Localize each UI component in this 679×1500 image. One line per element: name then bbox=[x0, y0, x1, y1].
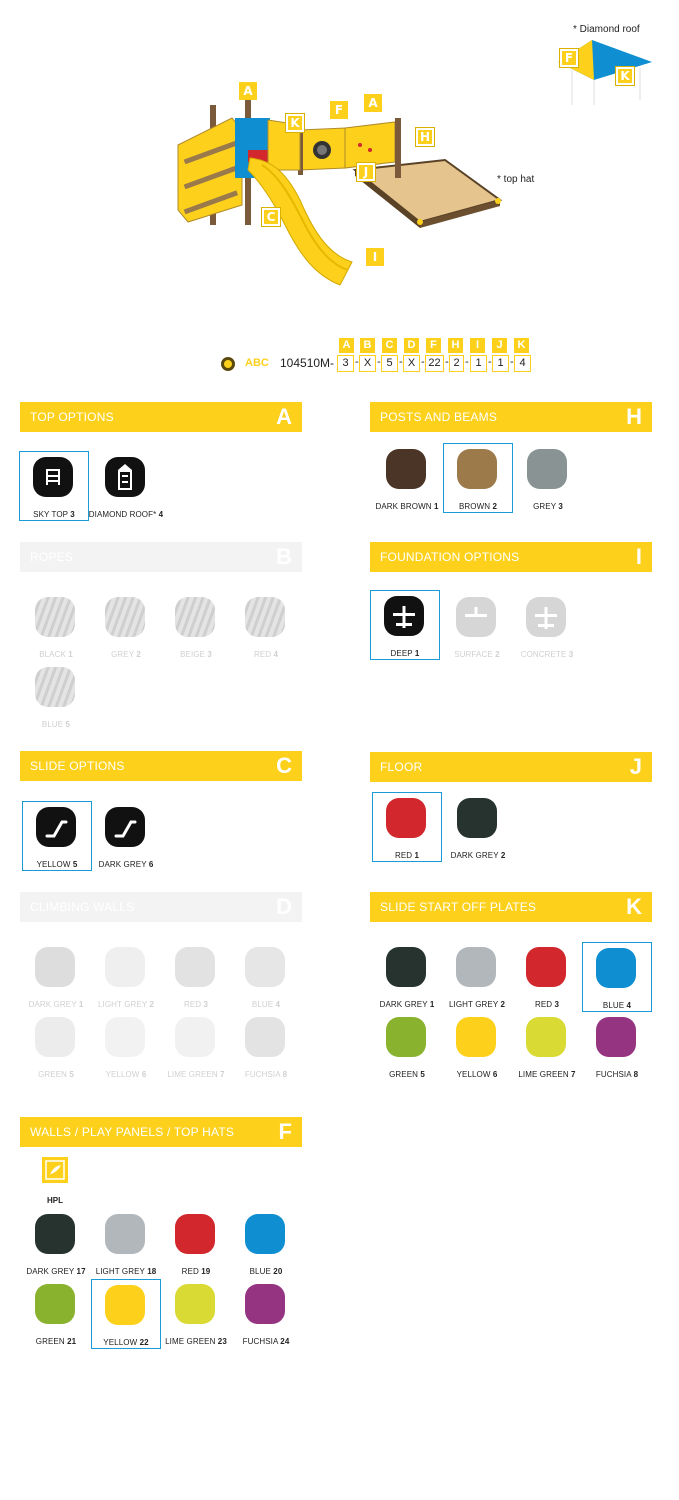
option-label: DARK GREY 17 bbox=[26, 1267, 86, 1276]
option-label: BLACK 1 bbox=[39, 650, 73, 659]
tag-j: J bbox=[357, 163, 375, 181]
option-label: YELLOW 5 bbox=[36, 860, 78, 869]
color-swatch bbox=[386, 449, 426, 489]
code-letter-d: D bbox=[404, 338, 419, 353]
option-label: FUCHSIA 8 bbox=[595, 1070, 639, 1079]
option-label: BROWN 2 bbox=[458, 502, 498, 511]
code-value-b: X bbox=[359, 355, 376, 372]
color-swatch bbox=[175, 1214, 215, 1254]
product-code-base: 104510M- bbox=[280, 356, 335, 370]
option-label: YELLOW 22 bbox=[103, 1338, 149, 1347]
tag-f: F bbox=[330, 101, 348, 119]
color-swatch bbox=[175, 1284, 215, 1324]
section-title: FOUNDATION OPTIONS bbox=[380, 550, 520, 564]
option-sky-top[interactable] bbox=[19, 451, 89, 521]
tag-c: C bbox=[262, 208, 280, 226]
option-label: DARK GREY 1 bbox=[28, 1000, 84, 1009]
deep-foundation-icon bbox=[384, 596, 424, 636]
option-label: GREY 3 bbox=[533, 502, 563, 511]
color-swatch bbox=[105, 947, 145, 987]
tag-h: H bbox=[416, 128, 434, 146]
sky-top-icon bbox=[33, 457, 73, 497]
section-letter: J bbox=[629, 754, 642, 779]
color-swatch bbox=[386, 1017, 426, 1057]
color-swatch bbox=[175, 1017, 215, 1057]
code-letter-b: B bbox=[360, 338, 375, 353]
code-letter-k: K bbox=[514, 338, 529, 353]
code-value-d: X bbox=[403, 355, 420, 372]
code-value-i: 1 bbox=[470, 355, 487, 372]
option-climbing-blue bbox=[231, 941, 301, 1011]
option-foundation-concrete bbox=[512, 591, 582, 661]
section-letter: A bbox=[276, 404, 292, 429]
option-label: CONCRETE 3 bbox=[520, 650, 574, 659]
color-swatch bbox=[456, 947, 496, 987]
code-letter-c: C bbox=[382, 338, 397, 353]
tag-f-roof: F bbox=[560, 49, 578, 67]
tag-a-2: A bbox=[364, 94, 382, 112]
code-value-c: 5 bbox=[381, 355, 398, 372]
option-label: RED 4 bbox=[253, 650, 279, 659]
color-swatch bbox=[35, 1284, 75, 1324]
option-label: LIME GREEN 23 bbox=[165, 1337, 227, 1346]
code-value-a: 3 bbox=[337, 355, 354, 372]
option-label: DARK BROWN 1 bbox=[375, 502, 439, 511]
code-letter-i: I bbox=[470, 338, 485, 353]
option-label: LIME GREEN 7 bbox=[167, 1070, 225, 1079]
color-swatch bbox=[596, 948, 636, 988]
code-value-k: 4 bbox=[514, 355, 531, 372]
rope-swatch bbox=[245, 597, 285, 637]
diamond-roof-icon bbox=[105, 457, 145, 497]
section-climbing-walls bbox=[20, 892, 302, 922]
section-title: SLIDE OPTIONS bbox=[30, 759, 125, 773]
section-letter: K bbox=[626, 894, 642, 919]
section-ropes bbox=[20, 542, 302, 572]
color-swatch bbox=[457, 798, 497, 838]
section-title: SLIDE START OFF PLATES bbox=[380, 900, 537, 914]
option-label: LIGHT GREY 2 bbox=[97, 1000, 155, 1009]
section-title: ROPES bbox=[30, 550, 74, 564]
color-swatch bbox=[35, 1214, 75, 1254]
section-title: POSTS AND BEAMS bbox=[380, 410, 498, 424]
option-label: DARK GREY 2 bbox=[450, 851, 506, 860]
section-posts-beams bbox=[370, 402, 652, 432]
section-title: FLOOR bbox=[380, 760, 423, 774]
code-letter-h: H bbox=[448, 338, 463, 353]
option-diamond-roof[interactable] bbox=[88, 451, 164, 521]
hpl-icon bbox=[42, 1157, 68, 1183]
option-label: YELLOW 6 bbox=[456, 1070, 498, 1079]
option-label: GREEN 5 bbox=[38, 1070, 74, 1079]
section-title: WALLS / PLAY PANELS / TOP HATS bbox=[30, 1125, 235, 1139]
rope-swatch bbox=[35, 597, 75, 637]
option-plate-fuchsia[interactable] bbox=[582, 1011, 652, 1081]
section-letter: D bbox=[276, 894, 292, 919]
color-swatch bbox=[457, 449, 497, 489]
color-swatch bbox=[105, 1017, 145, 1057]
diamond-roof-note: * Diamond roof bbox=[573, 24, 640, 35]
option-floor-red[interactable] bbox=[372, 792, 442, 862]
section-title: TOP OPTIONS bbox=[30, 410, 114, 424]
rope-swatch bbox=[35, 667, 75, 707]
option-label: RED 19 bbox=[181, 1267, 211, 1276]
option-posts-dark-brown[interactable] bbox=[372, 443, 442, 513]
brand-name: ABC bbox=[245, 357, 269, 369]
option-posts-grey[interactable] bbox=[513, 443, 583, 513]
option-label: GREEN 21 bbox=[35, 1337, 77, 1346]
concrete-foundation-icon bbox=[526, 597, 566, 637]
option-label: SKY TOP 3 bbox=[33, 510, 75, 519]
code-value-f: 22 bbox=[425, 355, 444, 372]
rope-swatch bbox=[105, 597, 145, 637]
option-plate-blue[interactable] bbox=[582, 942, 652, 1012]
color-swatch bbox=[527, 449, 567, 489]
slide-icon bbox=[105, 807, 145, 847]
section-letter: I bbox=[635, 544, 642, 569]
color-swatch bbox=[386, 947, 426, 987]
color-swatch bbox=[35, 1017, 75, 1057]
color-swatch bbox=[245, 1284, 285, 1324]
option-label: GREEN 5 bbox=[389, 1070, 425, 1079]
section-title: CLIMBING WALLS bbox=[30, 900, 135, 914]
rope-swatch bbox=[175, 597, 215, 637]
tag-k: K bbox=[286, 114, 304, 132]
color-swatch bbox=[596, 1017, 636, 1057]
option-label: FUCHSIA 24 bbox=[242, 1337, 290, 1346]
color-swatch bbox=[105, 1214, 145, 1254]
option-label: DIAMOND ROOF* 4 bbox=[88, 510, 164, 519]
section-top-options bbox=[20, 402, 302, 432]
option-rope-blue bbox=[21, 661, 91, 731]
option-wall-fuchsia[interactable] bbox=[231, 1278, 301, 1348]
option-label: FUCHSIA 8 bbox=[244, 1070, 288, 1079]
option-label: LIGHT GREY 18 bbox=[95, 1267, 157, 1276]
option-label: LIME GREEN 7 bbox=[518, 1070, 576, 1079]
color-swatch bbox=[526, 947, 566, 987]
playground-drawing bbox=[0, 0, 679, 320]
color-swatch bbox=[245, 1017, 285, 1057]
option-label: SURFACE 2 bbox=[454, 650, 500, 659]
top-hat-note: * top hat bbox=[497, 174, 535, 185]
option-label: BLUE 5 bbox=[41, 720, 71, 729]
option-label: RED 3 bbox=[534, 1000, 560, 1009]
option-slide-dark-grey[interactable] bbox=[91, 801, 161, 871]
option-label: LIGHT GREY 2 bbox=[448, 1000, 506, 1009]
section-letter: C bbox=[276, 753, 292, 778]
option-label: BEIGE 3 bbox=[180, 650, 212, 659]
slide-icon bbox=[36, 807, 76, 847]
option-label: YELLOW 6 bbox=[105, 1070, 147, 1079]
option-label: DEEP 1 bbox=[390, 649, 420, 658]
color-swatch bbox=[105, 1285, 145, 1325]
option-label: RED 3 bbox=[183, 1000, 209, 1009]
section-foundation bbox=[370, 542, 652, 572]
section-floor bbox=[370, 752, 652, 782]
color-swatch bbox=[456, 1017, 496, 1057]
option-label: BLUE 4 bbox=[251, 1000, 281, 1009]
option-label: GREY 2 bbox=[111, 650, 141, 659]
option-floor-dark-grey[interactable] bbox=[443, 792, 513, 862]
color-swatch bbox=[175, 947, 215, 987]
color-swatch bbox=[386, 798, 426, 838]
product-illustration bbox=[0, 0, 679, 320]
code-letter-f: F bbox=[426, 338, 441, 353]
section-walls bbox=[20, 1117, 302, 1147]
code-letter-a: A bbox=[339, 338, 354, 353]
section-letter: F bbox=[278, 1119, 292, 1144]
color-swatch bbox=[245, 947, 285, 987]
section-letter: B bbox=[276, 544, 292, 569]
option-label: DARK GREY 6 bbox=[98, 860, 154, 869]
option-label: BLUE 20 bbox=[249, 1267, 283, 1276]
surface-foundation-icon bbox=[456, 597, 496, 637]
code-value-j: 1 bbox=[492, 355, 509, 372]
code-value-h: 2 bbox=[449, 355, 464, 372]
code-letter-j: J bbox=[492, 338, 507, 353]
tag-a: A bbox=[239, 82, 257, 100]
color-swatch bbox=[526, 1017, 566, 1057]
color-swatch bbox=[245, 1214, 285, 1254]
tag-i: I bbox=[366, 248, 384, 266]
tag-k-roof: K bbox=[616, 67, 634, 85]
color-swatch bbox=[35, 947, 75, 987]
section-letter: H bbox=[626, 404, 642, 429]
option-wall-blue[interactable] bbox=[231, 1208, 301, 1278]
section-slide-plates bbox=[370, 892, 652, 922]
option-rope-red bbox=[231, 591, 301, 661]
option-foundation-deep[interactable] bbox=[370, 590, 440, 660]
option-label: DARK GREY 1 bbox=[379, 1000, 435, 1009]
option-label: RED 1 bbox=[394, 851, 420, 860]
brand-logo-icon bbox=[221, 357, 235, 371]
option-label: BLUE 4 bbox=[602, 1001, 632, 1010]
option-climbing-fuchsia bbox=[231, 1011, 301, 1081]
section-slide-options bbox=[20, 751, 302, 781]
hpl-label: HPL bbox=[47, 1196, 63, 1205]
